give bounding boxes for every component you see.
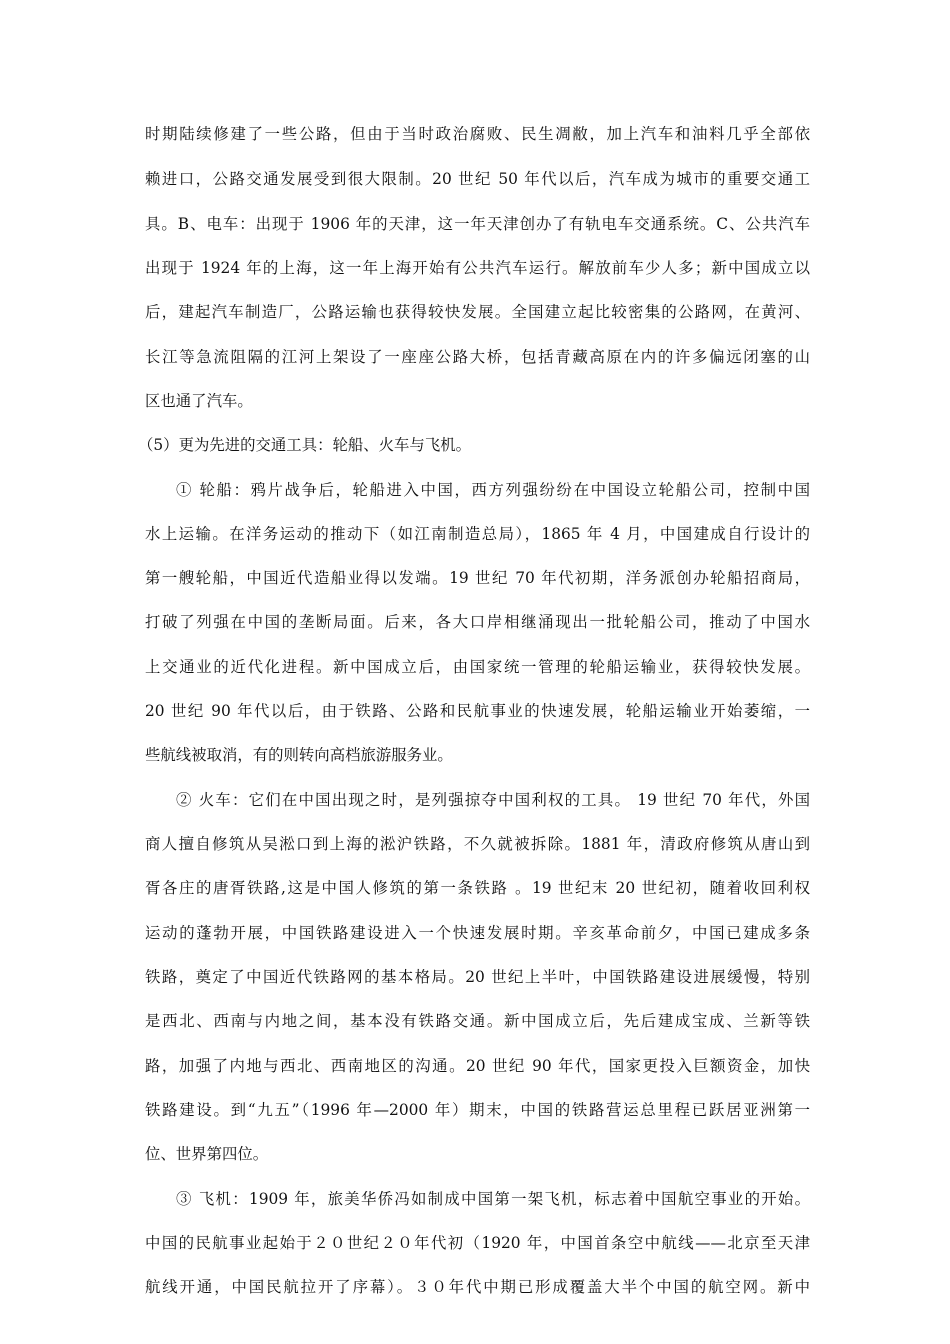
- text-line: ② 火车：它们在中国出现之时，是列强掠夺中国利权的工具。 19 世纪 70 年代，外国: [176, 791, 810, 809]
- text-line: ① 轮船：鸦片战争后，轮船进入中国，西方列强纷纷在中国设立轮船公司，控制中国: [176, 481, 810, 499]
- text-line: 些航线被取消，有的则转向高档旅游服务业。: [145, 746, 453, 764]
- text-line: 铁路建设。到“九五”（1996 年—2000 年）期末，中国的铁路营运总里程已跃居亚洲第一: [145, 1101, 810, 1119]
- text-line: 后，建起汽车制造厂，公路运输也获得较快发展。全国建立起比较密集的公路网，在黄河、: [145, 303, 810, 321]
- text-line: 具。B、电车：出现于 1906 年的天津，这一年天津创办了有轨电车交通系统。C、公共汽车: [145, 215, 810, 233]
- text-line: 商人擅自修筑从吴淞口到上海的淞沪铁路，不久就被拆除。1881 年，清政府修筑从唐山到: [145, 835, 810, 853]
- text-line: 区也通了汽车。: [145, 392, 253, 410]
- text-line: 上交通业的近代化进程。新中国成立后，由国家统一管理的轮船运输业，获得较快发展。: [145, 658, 810, 676]
- text-line: 20 世纪 90 年代以后，由于铁路、公路和民航事业的快速发展，轮船运输业开始萎缩，一: [145, 702, 810, 720]
- section-heading: （5）更为先进的交通工具：轮船、火车与飞机。: [138, 436, 471, 454]
- text-line: 铁路，奠定了中国近代铁路网的基本格局。20 世纪上半叶，中国铁路建设进展缓慢，特别: [145, 968, 810, 986]
- text-line: 第一艘轮船，中国近代造船业得以发端。19 世纪 70 年代初期，洋务派创办轮船招商局，: [145, 569, 810, 587]
- text-line: 胥各庄的唐胥铁路,这是中国人修筑的第一条铁路 。19 世纪末 20 世纪初，随着收回利权: [145, 879, 810, 897]
- text-line: 出现于 1924 年的上海，这一年上海开始有公共汽车运行。解放前车少人多；新中国成立以: [145, 259, 810, 277]
- text-line: 是西北、西南与内地之间，基本没有铁路交通。新中国成立后，先后建成宝成、兰新等铁: [145, 1012, 810, 1030]
- text-line: 时期陆续修建了一些公路，但由于当时政治腐败、民生凋敝，加上汽车和油料几乎全部依: [145, 125, 810, 143]
- text-line: 运动的蓬勃开展，中国铁路建设进入一个快速发展时期。辛亥革命前夕，中国已建成多条: [145, 924, 810, 942]
- text-line: 位、世界第四位。: [145, 1145, 269, 1163]
- text-line: 长江等急流阻隔的江河上架设了一座座公路大桥，包括青藏高原在内的许多偏远闭塞的山: [145, 348, 810, 366]
- text-line: 航线开通，中国民航拉开了序幕）。３０年代中期已形成覆盖大半个中国的航空网。新中: [145, 1278, 810, 1296]
- text-line: 打破了列强在中国的垄断局面。后来，各大口岸相继涌现出一批轮船公司，推动了中国水: [145, 613, 810, 631]
- text-line: 赖进口，公路交通发展受到很大限制。20 世纪 50 年代以后，汽车成为城市的重要交通工: [145, 170, 810, 188]
- text-line: 水上运输。在洋务运动的推动下（如江南制造总局），1865 年 4 月，中国建成自行设计的: [145, 525, 810, 543]
- text-line: ③ 飞机：1909 年，旅美华侨冯如制成中国第一架飞机，标志着中国航空事业的开始。: [176, 1190, 810, 1208]
- text-line: 中国的民航事业起始于２０世纪２０年代初（1920 年，中国首条空中航线——北京至天津: [145, 1234, 810, 1252]
- text-line: 路，加强了内地与西北、西南地区的沟通。20 世纪 90 年代，国家更投入巨额资金，加快: [145, 1057, 810, 1075]
